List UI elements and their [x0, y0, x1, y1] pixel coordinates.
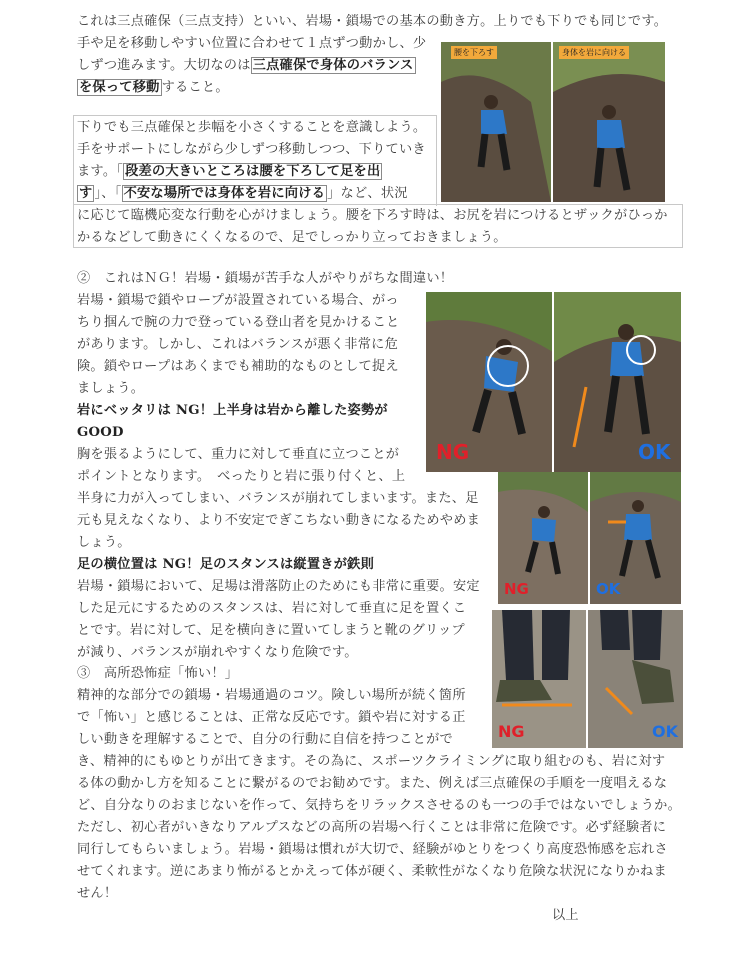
ok-label: OK [638, 440, 671, 464]
section3-line: ど、自分なりのおまじないを作って、気持ちをリラックスさせるのも一つの手ではないでしょうか。 [77, 798, 682, 813]
descent-line: かるなどして動きにくくなるので、足でしっかり立っておきましょう。 [77, 230, 507, 245]
descent-line: 手をサポートにしながら少しずつ移動しつつ、下りていき [77, 142, 426, 157]
section2-line: 岩場・鎖場において、足場は滑落防止のためにも非常に重要。安定 [77, 579, 480, 594]
descent-highlight: す [79, 186, 93, 201]
intro-line: 手や足を移動しやすい位置に合わせて１点ずつ動かし、少 [77, 36, 427, 51]
rock-scene-illustration [441, 42, 665, 202]
descent-text: 」など、状況 [327, 186, 408, 201]
posture-photo [498, 472, 681, 604]
descent-line [77, 183, 408, 205]
section3-heading: ③ 高所恐怖症「怖い！」 [77, 666, 239, 681]
closing-mark: 以上 [552, 908, 579, 923]
descent-text: 」、「 [94, 186, 122, 201]
section2-line: ましょう。 [77, 381, 145, 396]
foot-stance-photo [492, 610, 683, 748]
descent-line [77, 161, 382, 183]
section2-line: 胸を張るようにして、重力に対して垂直に立つことが [77, 447, 400, 462]
descent-text: ます。「 [77, 164, 124, 179]
section3-line: で「怖い」と感じることは、正常な反応です。鎖や岩に対する正 [77, 710, 466, 725]
descent-highlight: 段差の大きいところは腰を下ろして足を出 [125, 164, 381, 179]
section2-line: 岩場・鎖場で鎖やロープが設置されている場合、がっ [77, 293, 399, 308]
section3-line: き、精神的にもゆとりが出てきます。その為に、スポーツクライミングに取り組むのも、岩に対す [77, 754, 666, 769]
section3-line: 精神的な部分での鎖場・岩場通過のコツ。険しい場所が続く箇所 [77, 688, 466, 703]
subheading-posture: GOOD [77, 425, 124, 440]
section3-line: る体の動かし方を知ることに繋がるのでお勧めです。また、例えば三点確保の手順を一度唱えるな [77, 776, 668, 791]
ok-label: OK [596, 580, 621, 598]
chain-grip-photo [426, 292, 681, 472]
ng-label: NG [498, 722, 525, 741]
section2-line: しょう。 [77, 535, 131, 550]
ng-label: NG [436, 440, 470, 464]
section2-line: が減り、バランスが崩れやすくなり危険です。 [77, 645, 358, 660]
section2-line: 元も見えなくなり、より不安定でぎこちない動きになるためやめま [77, 513, 481, 528]
section2-line: ちり掴んで腕の力で登っている登山者を見かけること [77, 315, 400, 330]
intro-line [77, 55, 416, 77]
section3-line: しい動きを理解することで、自分の行動に自信を持つことがで [77, 732, 453, 747]
photo-tag-face-rock: 身体を岩に向ける [559, 46, 629, 59]
section2-line: 険。鎖やロープはあくまでも補助的なものとして捉え [77, 359, 399, 374]
section3-line: 同行してもらいましょう。岩場・鎖場は慣れが大切で、経験がゆとりをつくり高度恐怖感を忘れさ [77, 842, 668, 857]
section2-line: があります。しかし、これはバランスが悪く非常に危 [77, 337, 399, 352]
section3-line: せてくれます。逆にあまり怖がるとかえって体が硬く、柔軟性がなくなり危険な状況になりかねま [77, 864, 667, 879]
intro-highlight: 三点確保で身体のバランス [252, 58, 414, 73]
subheading-stance: 足の横位置は NG！足のスタンスは縦置きが鉄則 [77, 557, 375, 572]
intro-text: すること。 [161, 80, 229, 95]
section2-line: ポイントとなります。 べったりと岩に張り付くと、上 [77, 469, 406, 484]
ng-label: NG [504, 580, 529, 598]
descent-photo [441, 42, 665, 202]
section3-line: ただし、初心者がいきなりアルプスなどの高所の岩場へ行くことは非常に危険です。必ず経験者に [77, 820, 667, 835]
subheading-posture: 岩にベッタリは NG！上半身は岩から離した姿勢が [77, 403, 388, 418]
intro-highlight: を保って移動 [79, 80, 160, 95]
ok-label: OK [652, 722, 678, 741]
section2-heading: ② これはＮＧ！岩場・鎖場が苦手な人がやりがちな間違い！ [77, 271, 454, 286]
section2-line: 半身に力が入ってしまい、バランスが崩れてしまいます。また、足 [77, 491, 479, 506]
intro-line [77, 77, 229, 99]
intro-line: これは三点確保（三点支持）といい、岩場・鎖場での基本の動き方。上りでも下りでも同じです。 [77, 14, 668, 29]
photo-tag-sit-down: 腰を下ろす [451, 46, 497, 59]
section3-line: せん！ [77, 886, 118, 901]
intro-text: しずつ進みます。大切なのは [77, 58, 251, 73]
section2-line: した足元にするためのスタンスは、岩に対して垂直に足を置くこ [77, 601, 467, 616]
descent-highlight: 不安な場所では身体を岩に向ける [123, 186, 326, 201]
descent-line: に応じて臨機応変な行動を心がけましょう。腰を下ろす時は、お尻を岩につけるとザックがひっか [77, 208, 668, 223]
section2-line: とです。岩に対して、足を横向きに置いてしまうと靴のグリップ [77, 623, 465, 638]
descent-line: 下りでも三点確保と歩幅を小さくすることを意識しよう。 [77, 120, 427, 135]
